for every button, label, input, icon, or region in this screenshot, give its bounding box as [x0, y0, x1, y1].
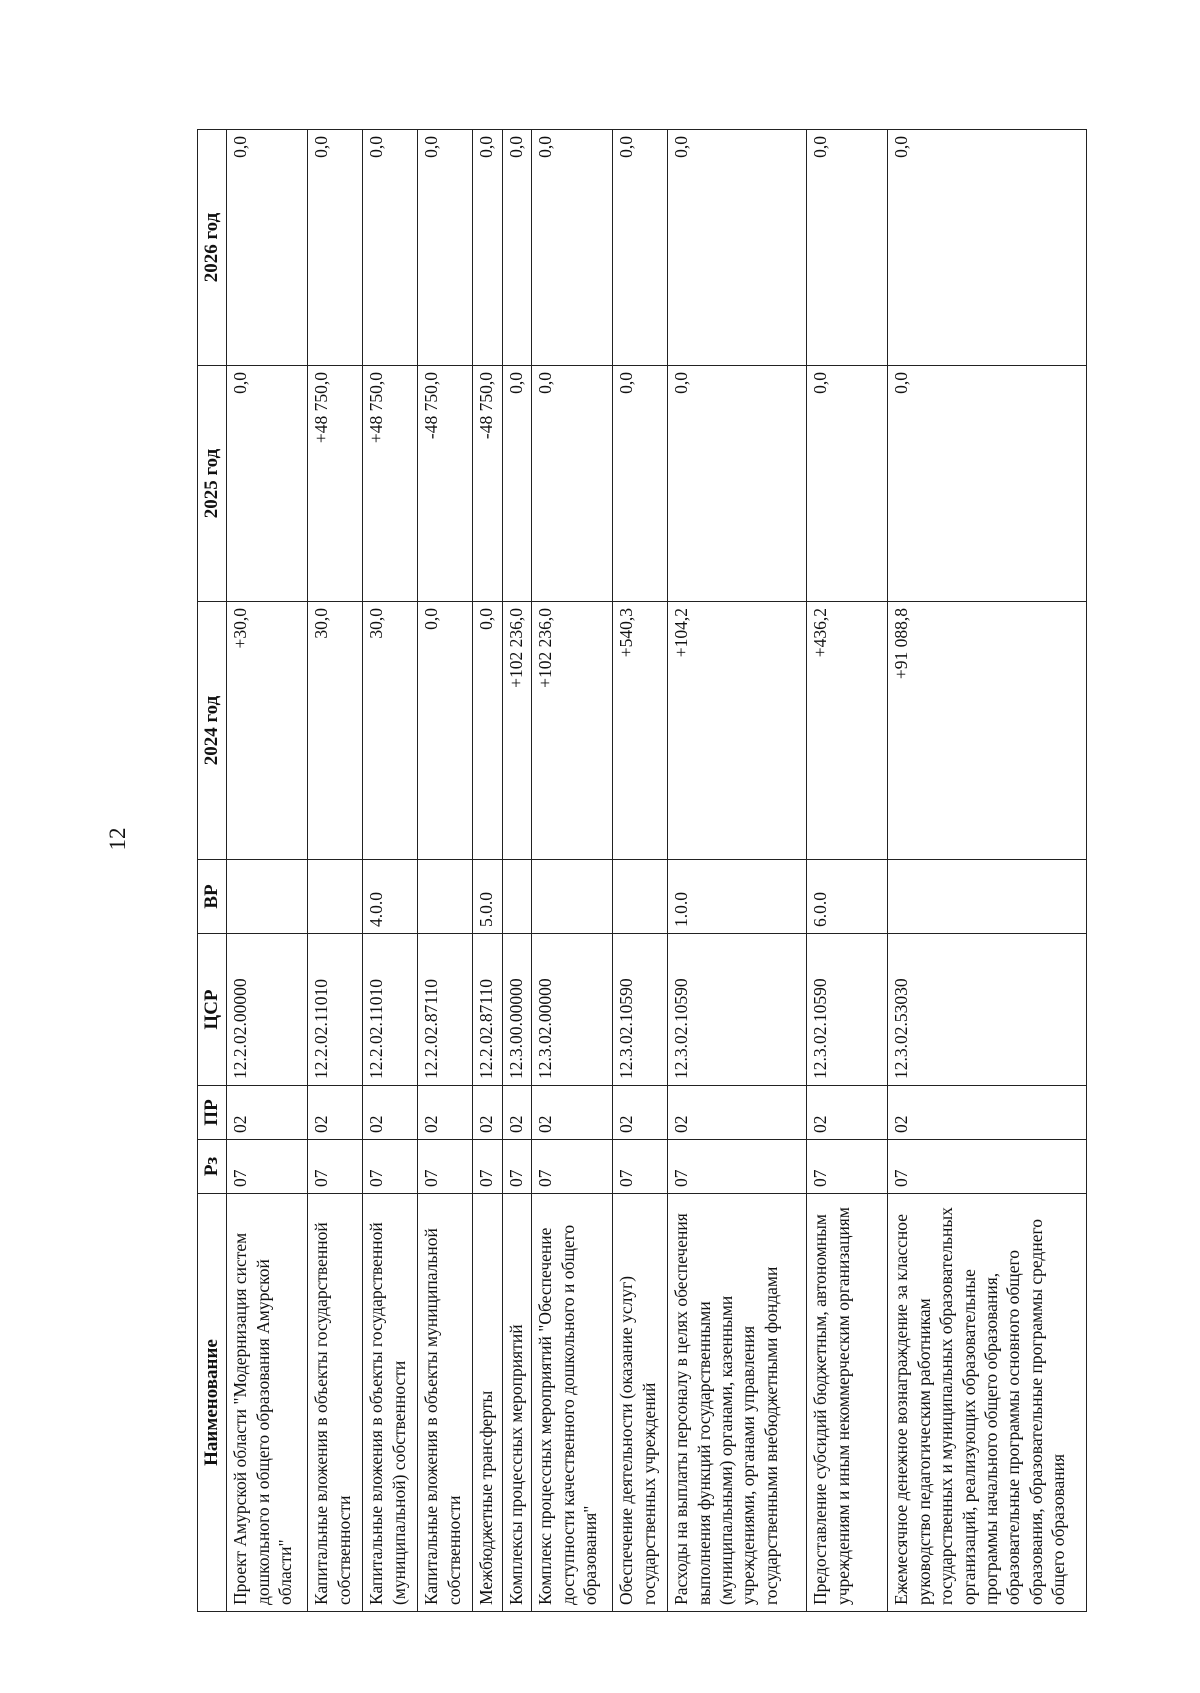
cell-2024: 0,0 [418, 602, 473, 860]
cell-pr: 02 [668, 1086, 807, 1140]
cell-csr: 12.2.02.11010 [308, 934, 363, 1086]
cell-name: Предоставление субсидий бюджетным, автономным учреждениям и иным некоммерческим организациям [807, 1194, 888, 1612]
table-row [227, 130, 308, 1612]
cell-rz: 07 [613, 1140, 668, 1194]
cell-2025: 0,0 [668, 366, 807, 602]
cell-2026: 0,0 [888, 130, 1087, 366]
cell-2025: 0,0 [613, 366, 668, 602]
cell-rz: 07 [418, 1140, 473, 1194]
table-row [473, 130, 503, 1612]
cell-csr: 12.3.02.10590 [668, 934, 807, 1086]
header-name: Наименование [198, 1194, 227, 1612]
cell-rz: 07 [668, 1140, 807, 1194]
cell-2025: 0,0 [807, 366, 888, 602]
cell-name: Капитальные вложения в объекты государственной (муниципальной) собственности [363, 1194, 418, 1612]
table-row [532, 130, 613, 1612]
table-header-row [198, 130, 227, 1612]
cell-vr [308, 860, 363, 934]
cell-2025: 0,0 [532, 366, 613, 602]
cell-name: Ежемесячное денежное вознаграждение за классное руководство педагогическим работникам государственных и муниципальных образовательных организаций, реализующих образовательные программы начального общего образования, образовательные программы основного общего образования, образовательные программы среднего общего образования [888, 1194, 1087, 1612]
cell-csr: 12.2.02.11010 [363, 934, 418, 1086]
cell-vr [418, 860, 473, 934]
header-csr: ЦСР [198, 934, 227, 1086]
table-row [888, 130, 1087, 1612]
page-number: 12 [105, 827, 130, 851]
cell-2024: 30,0 [363, 602, 418, 860]
cell-2025: +48 750,0 [363, 366, 418, 602]
table-row [418, 130, 473, 1612]
cell-2026: 0,0 [473, 130, 503, 366]
cell-pr: 02 [418, 1086, 473, 1140]
cell-name: Капитальные вложения в объекты государственной собственности [308, 1194, 363, 1612]
cell-pr: 02 [308, 1086, 363, 1140]
table-row [502, 130, 532, 1612]
budget-table-rotated [197, 130, 1087, 1612]
cell-2026: 0,0 [532, 130, 613, 366]
cell-csr: 12.3.02.00000 [532, 934, 613, 1086]
cell-csr: 12.3.02.10590 [807, 934, 888, 1086]
cell-2026: 0,0 [668, 130, 807, 366]
header-2025: 2025 год [198, 366, 227, 602]
cell-2026: 0,0 [502, 130, 532, 366]
cell-vr: 1.0.0 [668, 860, 807, 934]
cell-2025: -48 750,0 [473, 366, 503, 602]
cell-pr: 02 [227, 1086, 308, 1140]
cell-pr: 02 [532, 1086, 613, 1140]
cell-csr: 12.2.02.00000 [227, 934, 308, 1086]
cell-vr [227, 860, 308, 934]
cell-name: Межбюджетные трансферты [473, 1194, 503, 1612]
cell-name: Комплексы процессных мероприятий [502, 1194, 532, 1612]
cell-pr: 02 [613, 1086, 668, 1140]
cell-vr: 4.0.0 [363, 860, 418, 934]
cell-vr [532, 860, 613, 934]
cell-name: Капитальные вложения в объекты муниципальной собственности [418, 1194, 473, 1612]
cell-pr: 02 [363, 1086, 418, 1140]
table-row [363, 130, 418, 1612]
cell-2025: -48 750,0 [418, 366, 473, 602]
cell-2026: 0,0 [613, 130, 668, 366]
cell-rz: 07 [473, 1140, 503, 1194]
cell-name: Комплекс процессных мероприятий "Обеспечение доступности качественного дошкольного и общего образования" [532, 1194, 613, 1612]
cell-2024: +540,3 [613, 602, 668, 860]
cell-rz: 07 [363, 1140, 418, 1194]
header-vr: ВР [198, 860, 227, 934]
cell-2024: 0,0 [473, 602, 503, 860]
cell-rz: 07 [532, 1140, 613, 1194]
cell-rz: 07 [227, 1140, 308, 1194]
cell-2025: 0,0 [227, 366, 308, 602]
cell-pr: 02 [473, 1086, 503, 1140]
header-rz: Рз [198, 1140, 227, 1194]
cell-2024: +91 088,8 [888, 602, 1087, 860]
cell-rz: 07 [308, 1140, 363, 1194]
cell-pr: 02 [807, 1086, 888, 1140]
cell-csr: 12.2.02.87110 [418, 934, 473, 1086]
cell-2026: 0,0 [807, 130, 888, 366]
cell-2024: +30,0 [227, 602, 308, 860]
cell-rz: 07 [888, 1140, 1087, 1194]
cell-2026: 0,0 [418, 130, 473, 366]
table-row [668, 130, 807, 1612]
cell-rz: 07 [807, 1140, 888, 1194]
cell-2025: +48 750,0 [308, 366, 363, 602]
table-row [613, 130, 668, 1612]
header-2024: 2024 год [198, 602, 227, 860]
cell-csr: 12.3.00.00000 [502, 934, 532, 1086]
cell-name: Обеспечение деятельности (оказание услуг) государственных учреждений [613, 1194, 668, 1612]
cell-vr: 5.0.0 [473, 860, 503, 934]
cell-vr [888, 860, 1087, 934]
cell-2024: +102 236,0 [502, 602, 532, 860]
cell-pr: 02 [502, 1086, 532, 1140]
table-row [807, 130, 888, 1612]
cell-pr: 02 [888, 1086, 1087, 1140]
cell-2026: 0,0 [308, 130, 363, 366]
cell-2024: +436,2 [807, 602, 888, 860]
cell-name: Проект Амурской области "Модернизация систем дошкольного и общего образования Амурской области" [227, 1194, 308, 1612]
table-row [308, 130, 363, 1612]
cell-vr: 6.0.0 [807, 860, 888, 934]
cell-2025: 0,0 [502, 366, 532, 602]
cell-2024: 30,0 [308, 602, 363, 860]
cell-csr: 12.3.02.10590 [613, 934, 668, 1086]
cell-vr [502, 860, 532, 934]
cell-2024: +102 236,0 [532, 602, 613, 860]
cell-2026: 0,0 [363, 130, 418, 366]
header-pr: ПР [198, 1086, 227, 1140]
cell-rz: 07 [502, 1140, 532, 1194]
cell-csr: 12.2.02.87110 [473, 934, 503, 1086]
cell-name: Расходы на выплаты персоналу в целях обеспечения выполнения функций государственными (муниципальными) органами, казенными учреждениями, органами управления государственными внебюджетными фондами [668, 1194, 807, 1612]
cell-2026: 0,0 [227, 130, 308, 366]
cell-csr: 12.3.02.53030 [888, 934, 1087, 1086]
header-2026: 2026 год [198, 130, 227, 366]
budget-table [197, 129, 1087, 1612]
cell-2025: 0,0 [888, 366, 1087, 602]
cell-vr [613, 860, 668, 934]
cell-2024: +104,2 [668, 602, 807, 860]
